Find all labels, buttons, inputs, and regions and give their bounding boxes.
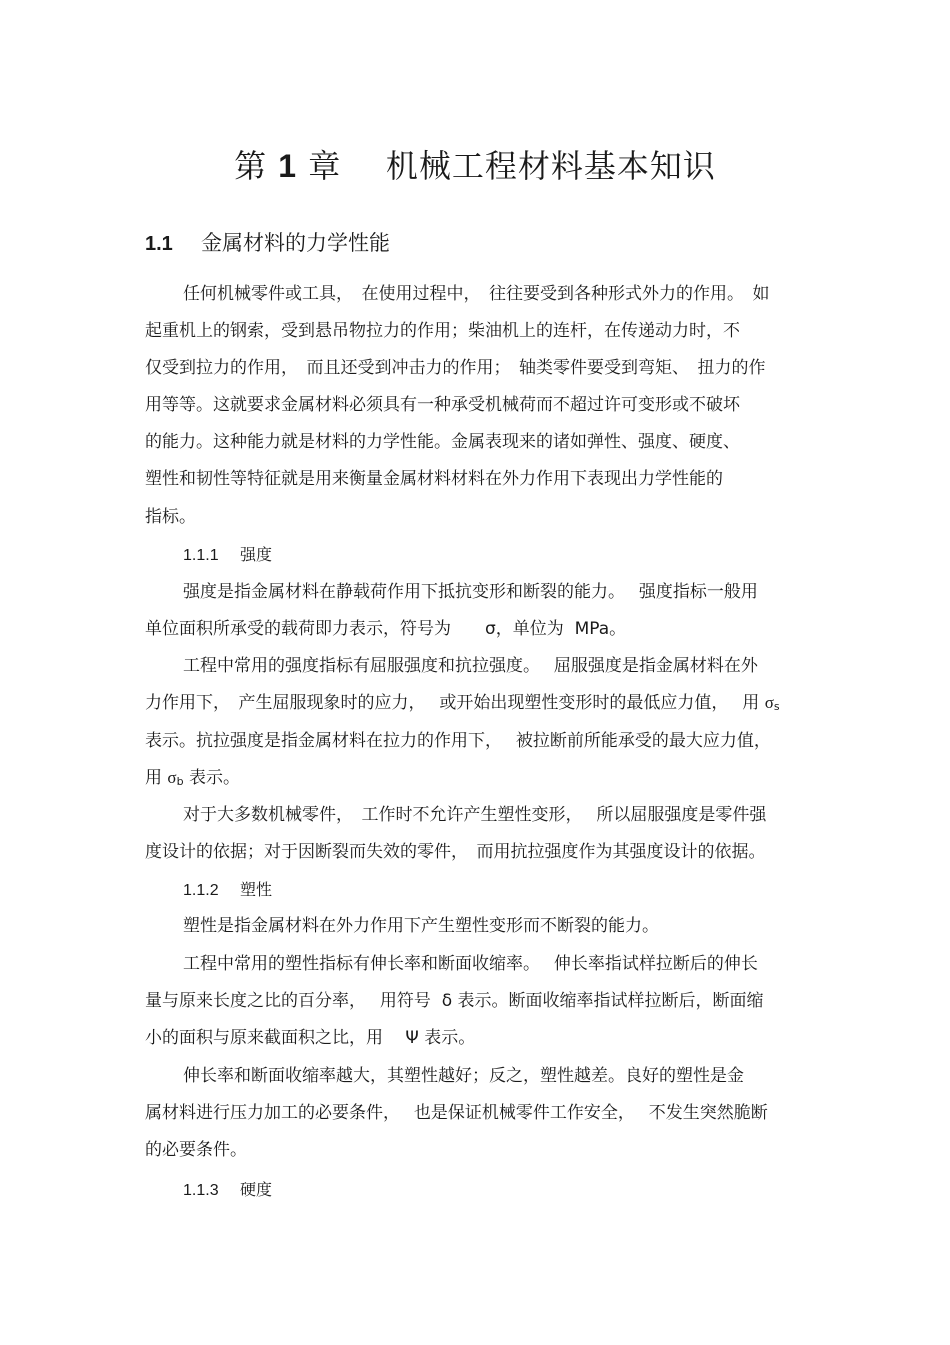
paragraph-line: 属材料进行压力加工的必要条件， 也是保证机械零件工作安全， 不发生突然脆断 [145,1103,768,1123]
line-text: 用 [145,768,168,788]
subsection-number: 1.1.3 [183,1182,219,1199]
paragraph-line: 度设计的依据；对于因断裂而失效的零件， 而用抗拉强度作为其强度设计的依据。 [145,842,766,862]
paragraph-line: 单位面积所承受的载荷即力表示，符号为 σ，单位为 MPa。 [145,619,627,639]
paragraph-line: 任何机械零件或工具， 在使用过程中， 往往要受到各种形式外力的作用。 如 [183,284,770,304]
subscript-s: s [773,700,780,713]
paragraph-line: 小的面积与原来截面积之比，用 Ψ 表示。 [145,1028,476,1048]
subsection-number: 1.1.2 [183,882,219,899]
chapter-title-text: 机械工程材料基本知识 [385,147,716,185]
paragraph-line: 用等等。这就要求金属材料必须具有一种承受机械荷而不超过许可变形或不破坏 [145,395,740,415]
paragraph-line: 对于大多数机械零件， 工作时不允许产生塑性变形， 所以屈服强度是零件强 [183,805,767,825]
paragraph-line: 的必要条件。 [145,1140,247,1160]
paragraph-line: 量与原来长度之比的百分率， 用符号 δ 表示。断面收缩率指试样拉断后，断面缩 [145,991,764,1011]
subsection-title: 塑性 [240,880,273,899]
chapter-number: 1 [278,148,298,184]
chapter-label-suffix: 章 [308,147,342,185]
subsection-heading-strength [183,542,272,569]
section-heading [145,226,390,261]
subsection-heading-hardness [183,1177,272,1204]
section-title-text: 金属材料的力学性能 [201,231,390,255]
chapter-title [0,140,950,192]
paragraph-line [145,690,780,716]
paragraph-line: 塑性是指金属材料在外力作用下产生塑性变形而不断裂的能力。 [183,916,659,936]
subsection-number: 1.1.1 [183,547,219,564]
sigma-symbol: σ [764,693,774,712]
line-text: 表示。 [183,768,240,788]
paragraph-line: 工程中常用的强度指标有屈服强度和抗拉强度。 屈服强度是指金属材料在外 [183,656,758,676]
paragraph-line: 指标。 [145,507,196,527]
chapter-label-prefix: 第 [234,147,268,185]
paragraph-line [145,765,240,791]
paragraph-line: 强度是指金属材料在静载荷作用下抵抗变形和断裂的能力。 强度指标一般用 [183,582,758,602]
paragraph-line: 塑性和韧性等特征就是用来衡量金属材料材料在外力作用下表现出力学性能的 [145,469,723,489]
subscript-b: b [176,775,184,788]
paragraph-line: 伸长率和断面收缩率越大，其塑性越好；反之，塑性越差。良好的塑性是金 [183,1066,744,1086]
paragraph-line: 仅受到拉力的作用， 而且还受到冲击力的作用； 轴类零件要受到弯矩、 扭力的作 [145,358,766,378]
sigma-symbol: σ [167,768,177,787]
paragraph-line: 表示。抗拉强度是指金属材料在拉力的作用下， 被拉断前所能承受的最大应力值， [145,731,771,751]
paragraph-line: 起重机上的钢索，受到悬吊物拉力的作用；柴油机上的连杆，在传递动力时，不 [145,321,740,341]
paragraph-line: 的能力。这种能力就是材料的力学性能。金属表现来的诸如弹性、强度、硬度、 [145,432,740,452]
section-number: 1.1 [145,233,173,255]
line-text: 力作用下， 产生屈服现象时的应力， 或开始出现塑性变形时的最低应力值， 用 [145,693,765,713]
subsection-heading-plasticity [183,877,272,904]
subsection-title: 强度 [240,545,273,564]
subsection-title: 硬度 [240,1180,273,1199]
paragraph-line: 工程中常用的塑性指标有伸长率和断面收缩率。 伸长率指试样拉断后的伸长 [183,954,758,974]
